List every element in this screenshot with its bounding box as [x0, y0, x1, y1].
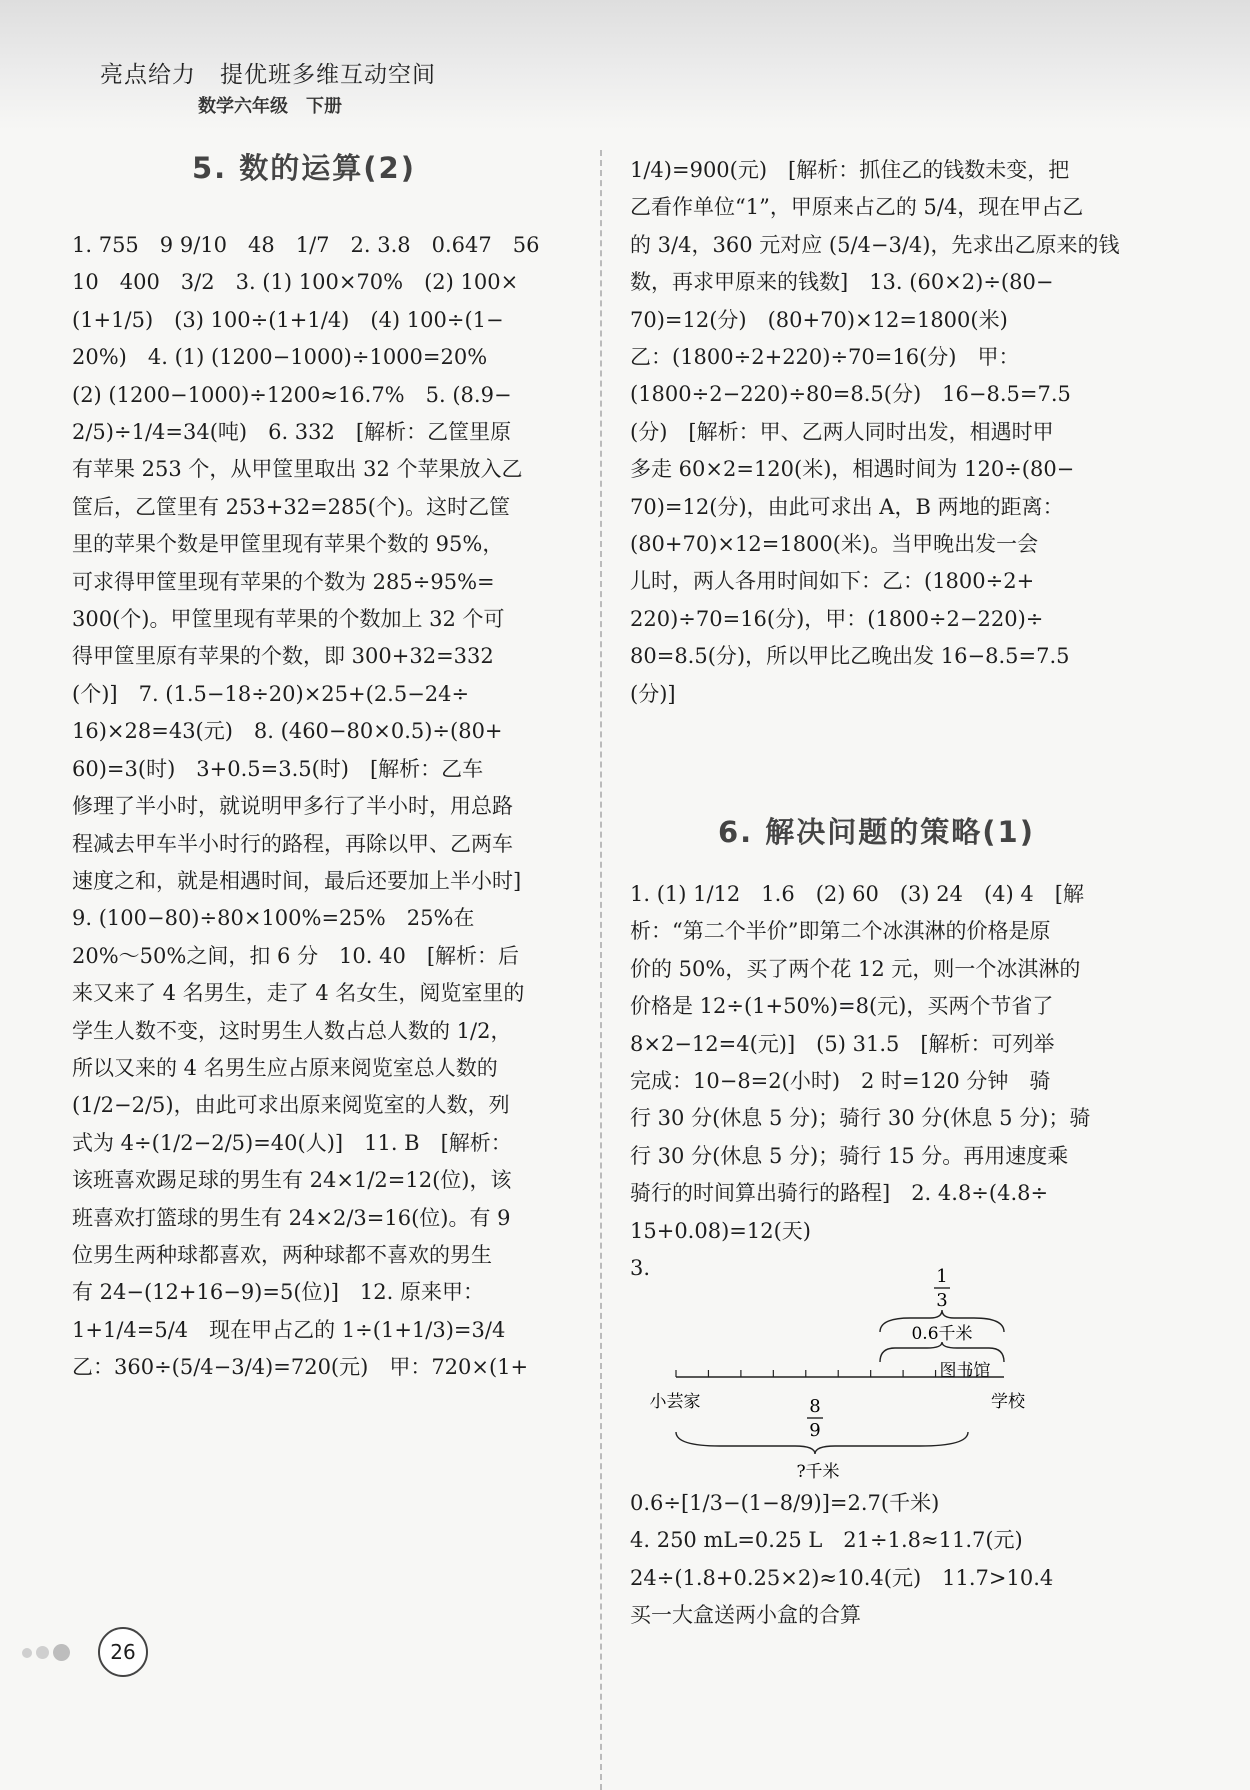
text-line: 程减去甲车半小时行的路程，再除以甲、乙两车	[72, 831, 513, 856]
text-line: 220)÷70=16(分)，甲：(1800÷2−220)÷	[630, 606, 1044, 631]
text-line: 1. 755 9 9/10 48 1/7 2. 3.8 0.647 56	[72, 233, 540, 257]
text-line: 来又来了 4 名男生，走了 4 名女生，阅览室里的	[72, 981, 525, 1006]
text-line: 价格是 12÷(1+50%)=8(元)，买两个节省了	[630, 994, 1054, 1019]
text-line: 儿时，两人各用时间如下：乙：(1800÷2+	[630, 569, 1035, 594]
text-line: 数，再求甲原来的钱数] 13. (60×2)÷(80−	[630, 270, 1054, 295]
text-line: 该班喜欢踢足球的男生有 24×1/2=12(位)，该	[72, 1168, 512, 1193]
route-ticks	[676, 1370, 968, 1377]
text-line: 速度之和，就是相遇时间，最后还要加上半小时]	[72, 868, 522, 893]
text-line: 70)=12(分)，由此可求出 A，B 两地的距离：	[630, 494, 1064, 519]
book-subtitle: 数学六年级 下册	[198, 96, 342, 117]
text-line: 筐后，乙筐里有 253+32=285(个)。这时乙筐	[72, 494, 511, 519]
text-line: 3.	[630, 1256, 651, 1281]
library-label: 图书馆	[939, 1361, 991, 1381]
text-line: 位男生两种球都喜欢，两种球都不喜欢的男生	[72, 1242, 492, 1267]
text-line: 乙：(1800÷2+220)÷70=16(分) 甲：	[630, 345, 1020, 370]
text-line: 2/5)÷1/4=34(吨) 6. 332 [解析：乙筐里原	[72, 420, 512, 445]
text-line: 有 24−(12+16−9)=5(位)] 12. 原来甲：	[72, 1280, 484, 1305]
text-line: (1/2−2/5)，由此可求出原来阅览室的人数，列	[72, 1093, 510, 1118]
text-line: 1. (1) 1/12 1.6 (2) 60 (3) 24 (4) 4 [解	[630, 882, 1084, 906]
text-line: 有苹果 253 个，从甲筐里取出 32 个苹果放入乙	[72, 457, 523, 482]
text-line: 16)×28=43(元) 8. (460−80×0.5)÷(80+	[72, 719, 503, 744]
text-line: 买一大盒送两小盒的合算	[630, 1603, 861, 1628]
text-line: 300(个)。甲筐里现有苹果的个数加上 32 个可	[72, 607, 505, 632]
section-title-5: 5. 数的运算(2)	[192, 151, 416, 185]
line-segment-diagram	[640, 1262, 1060, 1487]
book-title: 亮点给力 提优班多维互动空间	[100, 62, 436, 88]
text-line: 行 30 分(休息 5 分)；骑行 30 分(休息 5 分)；骑	[630, 1106, 1091, 1131]
text-line: 得甲筐里原有苹果的个数，即 300+32=332	[72, 644, 494, 669]
text-line: 的 3/4，360 元对应 (5/4−3/4)，先求出乙原来的钱	[630, 232, 1120, 257]
text-line: (1+1/5) (3) 100÷(1+1/4) (4) 100÷(1−	[72, 307, 504, 332]
school-label: 学校	[991, 1392, 1025, 1412]
text-line: 可求得甲筐里现有苹果的个数为 285÷95%=	[72, 569, 495, 594]
text-line: 20%～50%之间，扣 6 分 10. 40 [解析：后	[72, 943, 520, 968]
page-header	[0, 0, 1250, 130]
section-title-6: 6. 解决问题的策略(1)	[718, 815, 1035, 849]
text-line: 1+1/4=5/4 现在甲占乙的 1÷(1+1/3)=3/4	[72, 1317, 506, 1342]
text-line: 乙看作单位“1”，甲原来占乙的 5/4，现在甲占乙	[630, 195, 1084, 220]
text-line: 里的苹果个数是甲筐里现有苹果个数的 95%，	[72, 532, 504, 557]
text-line: (个)] 7. (1.5−18÷20)×25+(2.5−24÷	[72, 681, 470, 706]
page-number: 26	[98, 1627, 148, 1677]
text-line: 20%) 4. (1) (1200−1000)÷1000=20%	[72, 345, 488, 370]
top-distance-label: 0.6千米	[911, 1324, 973, 1344]
text-line: 60)=3(时) 3+0.5=3.5(时) [解析：乙车	[72, 756, 484, 781]
text-line: 70)=12(分) (80+70)×12=1800(米)	[630, 307, 1008, 332]
section-6-post-diagram-text	[630, 1485, 1130, 1635]
section-6-text	[630, 876, 1130, 1287]
text-line: 1/4)=900(元) [解析：抓住乙的钱数未变，把	[630, 158, 1070, 182]
text-line: 析：“第二个半价”即第二个冰淇淋的价格是原	[630, 919, 1051, 944]
text-line: 乙：360÷(5/4−3/4)=720(元) 甲：720×(1+	[72, 1355, 529, 1380]
text-line: 价的 50%，买了两个花 12 元，则一个冰淇淋的	[630, 956, 1081, 981]
text-line: 24÷(1.8+0.25×2)≈10.4(元) 11.7>10.4	[630, 1565, 1054, 1590]
text-line: 所以又来的 4 名男生应占原来阅览室总人数的	[72, 1055, 498, 1080]
text-line: 80=8.5(分)，所以甲比乙晚出发 16−8.5=7.5	[630, 644, 1070, 669]
top-fraction-denominator: 3	[936, 1290, 948, 1311]
middle-brace	[880, 1342, 1004, 1362]
text-line: 行 30 分(休息 5 分)；骑行 15 分。再用速度乘	[630, 1143, 1069, 1168]
bottom-fraction-numerator: 8	[809, 1396, 821, 1417]
bottom-fraction-denominator: 9	[809, 1420, 821, 1441]
bottom-brace	[676, 1432, 968, 1454]
text-line: 4. 250 mL=0.25 L 21÷1.8≈11.7(元)	[630, 1528, 1023, 1553]
text-line: (1800÷2−220)÷80=8.5(分) 16−8.5=7.5	[630, 382, 1071, 407]
text-line: 15+0.08)=12(天)	[630, 1218, 811, 1243]
text-line: (分)]	[630, 681, 676, 706]
text-line: 10 400 3/2 3. (1) 100×70% (2) 100×	[72, 270, 519, 295]
right-column-text	[630, 152, 1130, 713]
text-line: (80+70)×12=1800(米)。当甲晚出发一会	[630, 532, 1039, 557]
text-line: 0.6÷[1/3−(1−8/9)]=2.7(千米)	[630, 1491, 940, 1515]
top-fraction-numerator: 1	[936, 1266, 948, 1287]
text-line: 班喜欢打篮球的男生有 24×2/3=16(位)。有 9	[72, 1205, 511, 1230]
home-label: 小芸家	[649, 1392, 701, 1412]
text-line: (分) [解析：甲、乙两人同时出发，相遇时甲	[630, 419, 1054, 444]
text-line: 完成：10−8=2(小时) 2 时=120 分钟 骑	[630, 1069, 1051, 1094]
text-line: 9. (100−80)÷80×100%=25% 25%在	[72, 906, 475, 931]
text-line: 式为 4÷(1/2−2/5)=40(人)] 11. B [解析：	[72, 1130, 512, 1155]
text-line: 修理了半小时，就说明甲多行了半小时，用总路	[72, 794, 513, 819]
text-line: 骑行的时间算出骑行的路程] 2. 4.8÷(4.8÷	[630, 1181, 1049, 1206]
text-line: (2) (1200−1000)÷1200≈16.7% 5. (8.9−	[72, 382, 512, 407]
left-column-text	[72, 227, 582, 1387]
bottom-distance-label: ?千米	[796, 1462, 840, 1482]
footer-decoration	[22, 1642, 74, 1661]
text-line: 8×2−12=4(元)] (5) 31.5 [解析：可列举	[630, 1031, 1055, 1056]
text-line: 多走 60×2=120(米)，相遇时间为 120÷(80−	[630, 457, 1075, 482]
column-divider	[600, 150, 602, 1790]
text-line: 学生人数不变，这时男生人数占总人数的 1/2，	[72, 1018, 512, 1043]
